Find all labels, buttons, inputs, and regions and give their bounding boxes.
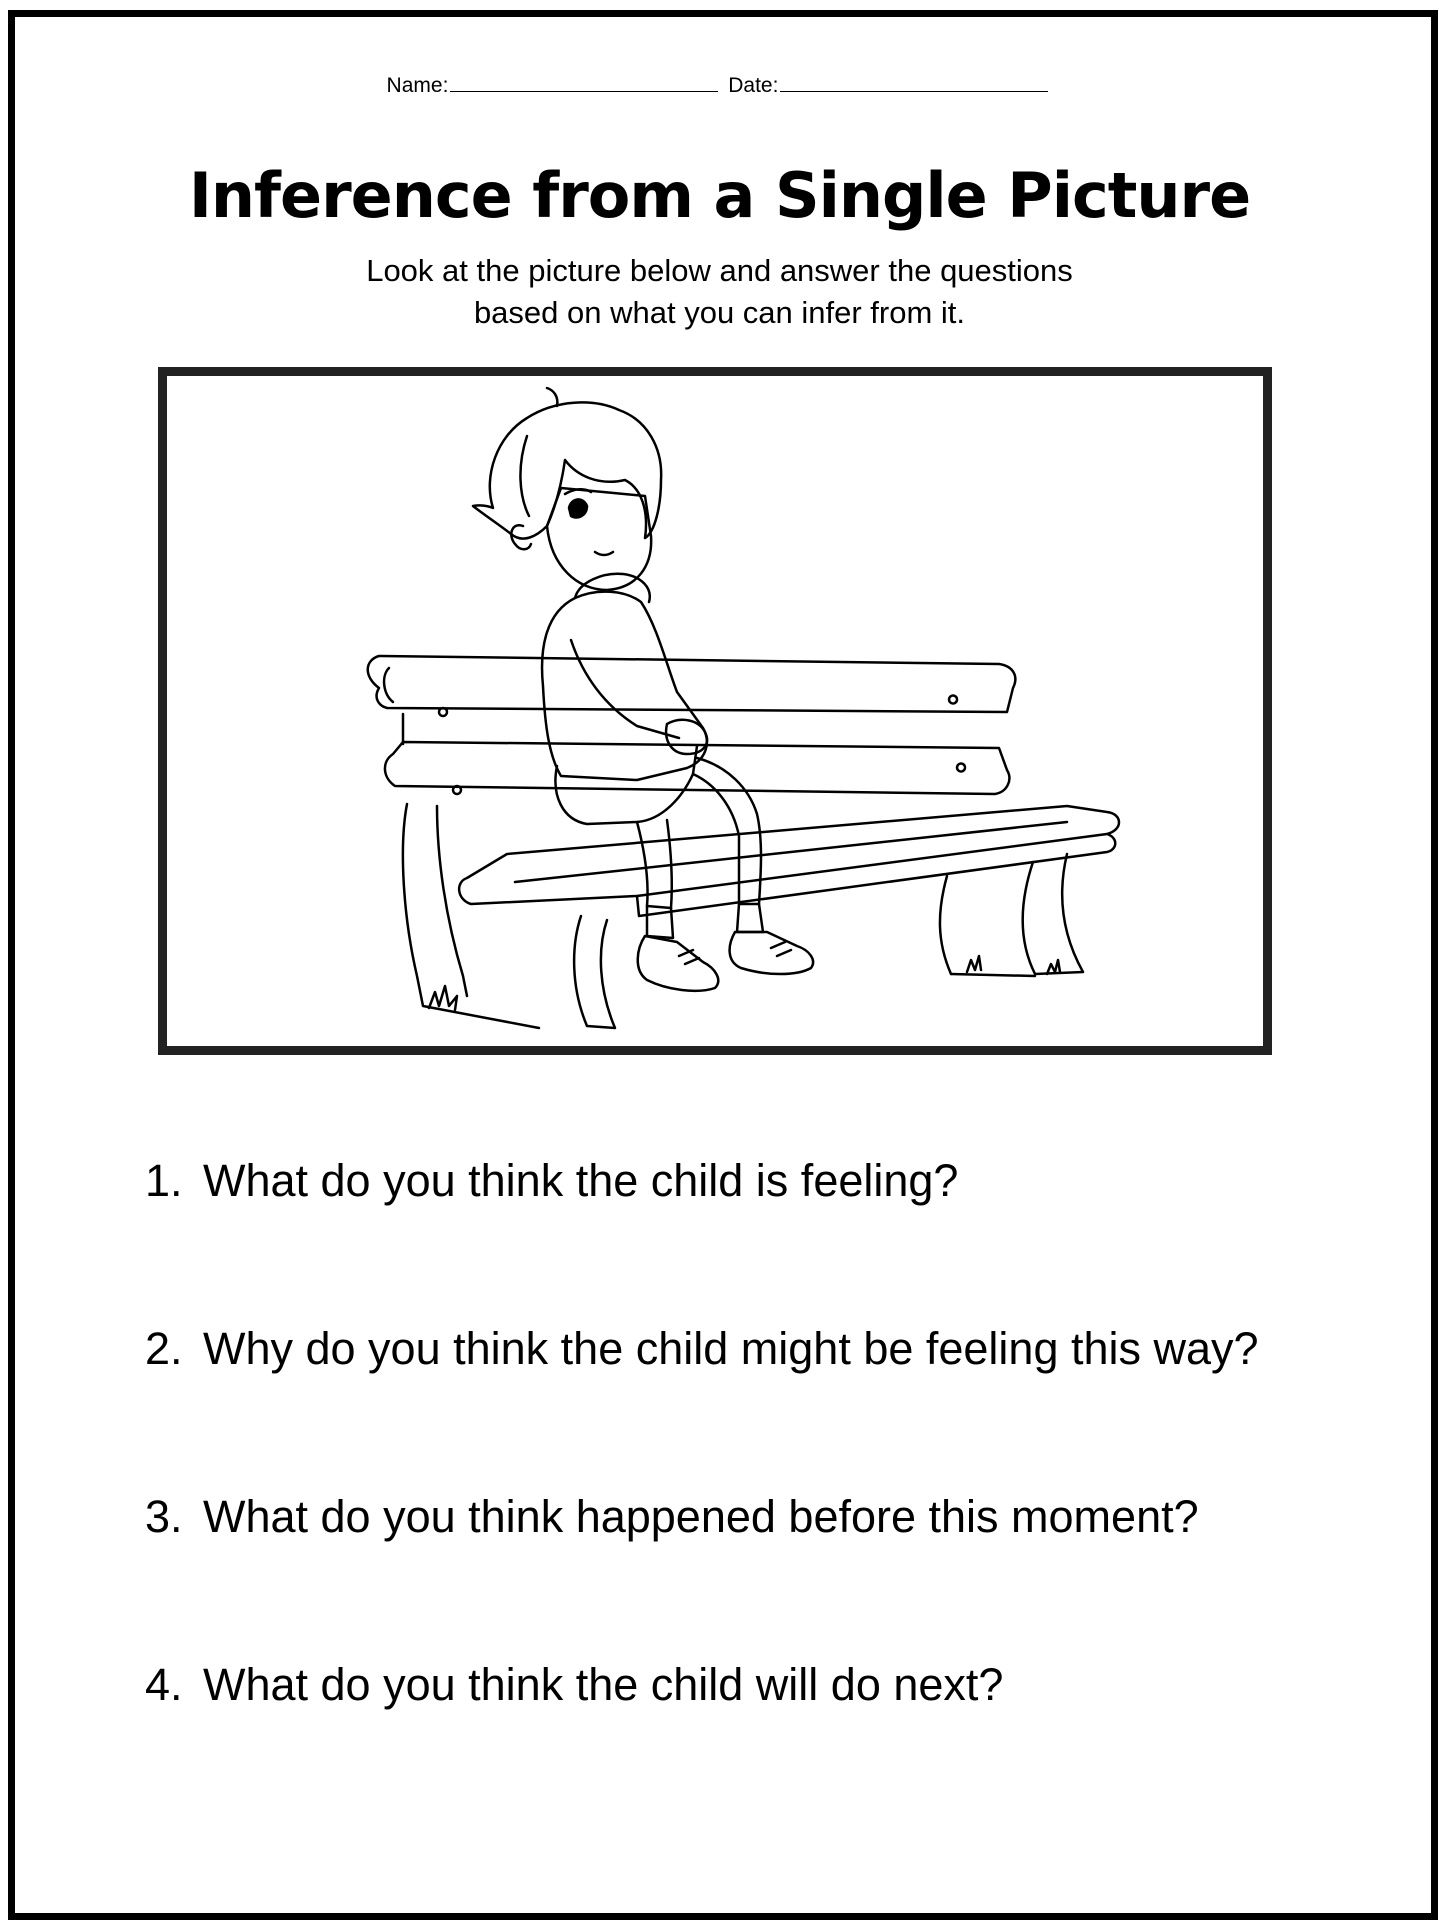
child-on-bench-illustration: [167, 376, 1263, 1046]
child-eye: [569, 499, 587, 517]
child-hair-strand: [520, 436, 529, 516]
child-shorts: [555, 746, 697, 824]
child-hair-strand: [547, 388, 557, 406]
picture-frame: [158, 367, 1272, 1055]
instructions-line-1: Look at the picture below and answer the questions: [366, 253, 1073, 288]
bench-left-leg-inner: [437, 806, 467, 996]
question-number: 1.: [145, 1155, 183, 1206]
bench-left-leg: [403, 804, 539, 1028]
child-mouth: [595, 552, 613, 555]
ground-line: [951, 974, 1035, 976]
child-shoe-left: [638, 936, 718, 991]
question-item: [145, 1491, 1199, 1543]
instructions: [0, 250, 1439, 334]
child-arm: [571, 640, 679, 738]
child-face: [547, 488, 651, 590]
shoe-laces: [679, 942, 791, 964]
date-label: Date:: [728, 74, 779, 97]
bench-right-leg: [1023, 854, 1083, 974]
date-blank[interactable]: [780, 90, 1048, 92]
question-text: What do you think happened before this moment?: [203, 1491, 1199, 1542]
question-number: 4.: [145, 1659, 183, 1710]
instructions-line-2: based on what you can infer from it.: [473, 295, 966, 330]
question-text: What do you think the child will do next?: [203, 1659, 1004, 1710]
question-item: [145, 1659, 1003, 1711]
bench-seat-line: [515, 822, 1067, 882]
child-hoodie: [542, 592, 707, 780]
name-label: Name:: [386, 74, 449, 97]
question-number: 3.: [145, 1491, 183, 1542]
bolt: [949, 696, 957, 704]
question-text: Why do you think the child might be feeling this way?: [203, 1323, 1259, 1374]
question-item: [145, 1155, 958, 1207]
bench-seat: [459, 806, 1119, 904]
grass: [967, 956, 981, 972]
bolt: [453, 786, 461, 794]
bench-backrest-upper-edge: [384, 668, 393, 702]
question-item: [145, 1323, 1259, 1375]
name-date-line: [0, 74, 1439, 98]
child-hair: [473, 402, 661, 538]
name-blank[interactable]: [450, 90, 718, 92]
bench-front-leg: [574, 916, 615, 1028]
page-title: Inference from a Single Picture: [188, 159, 1251, 232]
question-number: 2.: [145, 1323, 183, 1374]
question-text: What do you think the child is feeling?: [203, 1155, 959, 1206]
bench-backrest-top: [368, 656, 1016, 712]
bolt: [439, 708, 447, 716]
grass: [429, 986, 457, 1010]
child-sock-right: [737, 904, 763, 932]
bench-seat-front-edge: [637, 834, 1115, 916]
bench-right-rear-leg: [940, 876, 951, 974]
bolt: [957, 764, 965, 772]
child-shoe-right: [730, 932, 813, 974]
